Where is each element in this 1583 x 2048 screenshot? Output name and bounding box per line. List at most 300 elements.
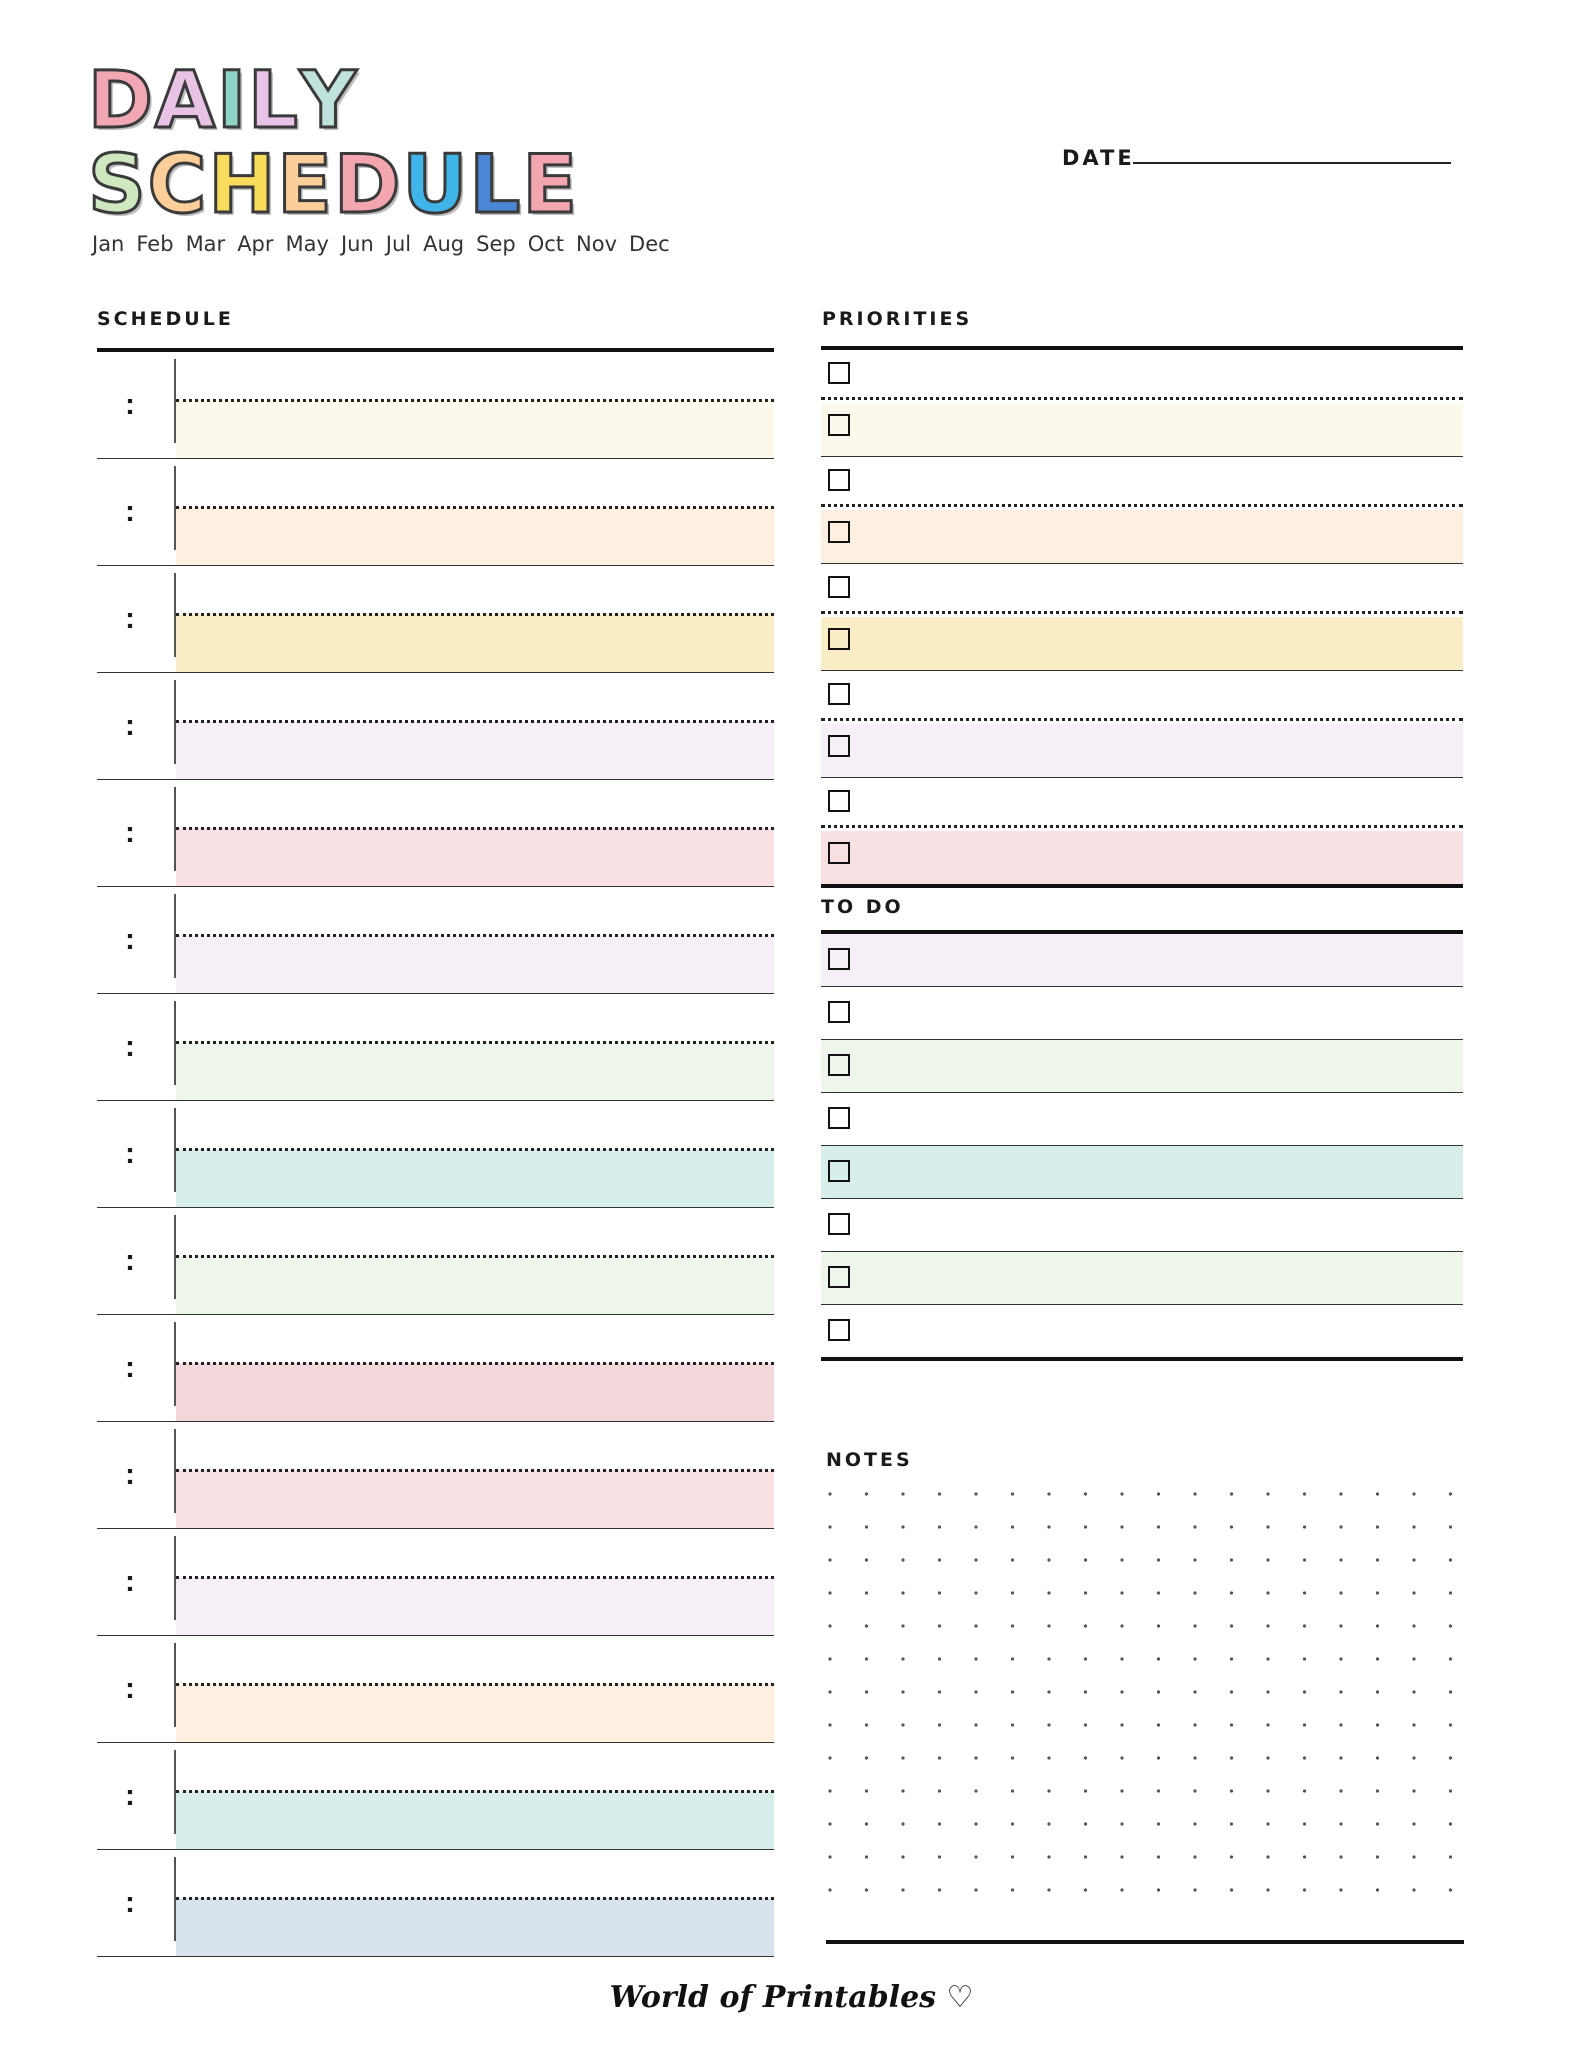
schedule-row-divider: [176, 1683, 774, 1686]
notes-dot: [1193, 1789, 1196, 1792]
notes-dot: [938, 1855, 941, 1858]
notes-dot: [1230, 1657, 1233, 1660]
schedule-time-slot[interactable]: :: [125, 602, 135, 635]
notes-dot: [828, 1591, 831, 1594]
notes-dot: [1266, 1624, 1269, 1627]
schedule-row-divider: [176, 1790, 774, 1793]
notes-dot: [1047, 1492, 1050, 1495]
notes-dot: [901, 1492, 904, 1495]
schedule-time-slot[interactable]: :: [125, 388, 135, 421]
notes-dot: [1449, 1558, 1452, 1561]
schedule-row-fill: [176, 400, 774, 458]
notes-dot: [1084, 1723, 1087, 1726]
priority-row-fill: [821, 831, 1463, 884]
notes-dot: [865, 1657, 868, 1660]
notes-dot: [1339, 1855, 1342, 1858]
notes-dot: [1084, 1690, 1087, 1693]
todo-checkbox[interactable]: [828, 1107, 850, 1129]
priority-checkbox[interactable]: [828, 628, 850, 650]
notes-dot: [1193, 1855, 1196, 1858]
notes-dot: [1157, 1822, 1160, 1825]
notes-dot: [1339, 1624, 1342, 1627]
notes-heading: NOTES: [826, 1449, 913, 1471]
month-jul[interactable]: Jul: [385, 232, 412, 256]
notes-dot: [1376, 1855, 1379, 1858]
notes-dot: [1266, 1723, 1269, 1726]
schedule-time-divider: [174, 1643, 176, 1727]
notes-dot: [1339, 1822, 1342, 1825]
notes-dot: [974, 1492, 977, 1495]
schedule-time-divider: [174, 1429, 176, 1513]
notes-dot: [901, 1888, 904, 1891]
notes-dot: [1120, 1723, 1123, 1726]
notes-dot: [1339, 1690, 1342, 1693]
schedule-letter: E: [522, 138, 579, 231]
notes-dot: [1193, 1525, 1196, 1528]
schedule-row-fill: [176, 1577, 774, 1635]
notes-dot: [865, 1789, 868, 1792]
todo-checkbox[interactable]: [828, 1319, 850, 1341]
notes-dot: [1339, 1756, 1342, 1759]
notes-dot: [1011, 1855, 1014, 1858]
priority-checkbox[interactable]: [828, 362, 850, 384]
priority-group: [821, 350, 1463, 457]
notes-dot: [1120, 1888, 1123, 1891]
schedule-time-divider: [174, 1108, 176, 1192]
month-apr[interactable]: Apr: [237, 232, 274, 256]
notes-dot: [1193, 1624, 1196, 1627]
priority-checkbox[interactable]: [828, 469, 850, 491]
notes-dot: [1120, 1558, 1123, 1561]
notes-dot: [828, 1822, 831, 1825]
priority-checkbox[interactable]: [828, 735, 850, 757]
month-oct[interactable]: Oct: [527, 232, 565, 256]
schedule-time-slot[interactable]: :: [125, 1351, 135, 1384]
notes-dot: [1120, 1591, 1123, 1594]
priority-checkbox[interactable]: [828, 842, 850, 864]
notes-dot: [1120, 1657, 1123, 1660]
month-selector: [92, 232, 682, 256]
notes-dot: [1449, 1690, 1452, 1693]
notes-dot: [1193, 1690, 1196, 1693]
notes-dot: [1376, 1591, 1379, 1594]
schedule-row[interactable]: [97, 1208, 774, 1315]
notes-dot: [1303, 1492, 1306, 1495]
notes-dot: [1011, 1558, 1014, 1561]
notes-dot: [1339, 1525, 1342, 1528]
notes-dot: [1230, 1525, 1233, 1528]
notes-dot: [1339, 1723, 1342, 1726]
notes-dot: [1266, 1789, 1269, 1792]
schedule-row-fill: [176, 1470, 774, 1528]
schedule-row[interactable]: [97, 1422, 774, 1529]
daily-letter: D: [88, 56, 155, 146]
notes-dot: [1376, 1756, 1379, 1759]
notes-dot: [1120, 1822, 1123, 1825]
todo-row[interactable]: [821, 1040, 1463, 1093]
notes-dot: [865, 1624, 868, 1627]
notes-dot: [1011, 1822, 1014, 1825]
notes-dot: [901, 1855, 904, 1858]
todo-checkbox[interactable]: [828, 1160, 850, 1182]
notes-dot: [1157, 1690, 1160, 1693]
notes-dot: [828, 1690, 831, 1693]
schedule-row[interactable]: [97, 352, 774, 459]
priority-row-fill: [821, 617, 1463, 670]
notes-dot: [1193, 1723, 1196, 1726]
schedule-time-divider: [174, 787, 176, 871]
priority-row-divider: [821, 611, 1463, 614]
month-nov[interactable]: Nov: [576, 232, 618, 256]
schedule-row[interactable]: [97, 1529, 774, 1636]
priority-row-fill: [821, 510, 1463, 563]
notes-dot: [1230, 1591, 1233, 1594]
todo-row[interactable]: [821, 1199, 1463, 1252]
schedule-time-divider: [174, 1536, 176, 1620]
notes-dot: [1084, 1888, 1087, 1891]
notes-dot: [1230, 1690, 1233, 1693]
notes-dot: [901, 1525, 904, 1528]
schedule-row[interactable]: [97, 887, 774, 994]
schedule-time-divider: [174, 1001, 176, 1085]
notes-dot: [1157, 1492, 1160, 1495]
notes-dot: [1084, 1789, 1087, 1792]
month-dec[interactable]: Dec: [629, 232, 670, 256]
notes-dot: [974, 1657, 977, 1660]
schedule-row-divider: [176, 613, 774, 616]
notes-dot: [1047, 1624, 1050, 1627]
todo-checkbox[interactable]: [828, 948, 850, 970]
notes-dot: [1193, 1756, 1196, 1759]
brand-logo: World of Printables ♡: [609, 1980, 974, 2015]
schedule-time-slot[interactable]: :: [125, 1244, 135, 1277]
notes-dot: [1376, 1624, 1379, 1627]
notes-dot: [938, 1624, 941, 1627]
notes-dot: [1157, 1624, 1160, 1627]
priority-checkbox[interactable]: [828, 790, 850, 812]
notes-dot: [865, 1690, 868, 1693]
schedule-row-fill: [176, 935, 774, 993]
notes-dot: [865, 1756, 868, 1759]
notes-dot: [1011, 1591, 1014, 1594]
schedule-row[interactable]: [97, 1636, 774, 1743]
schedule-row[interactable]: [97, 780, 774, 887]
priority-checkbox[interactable]: [828, 414, 850, 436]
notes-dot: [1449, 1789, 1452, 1792]
notes-dot: [938, 1558, 941, 1561]
schedule-list: [97, 348, 774, 1957]
notes-dot: [1011, 1723, 1014, 1726]
schedule-row[interactable]: [97, 459, 774, 566]
schedule-time-divider: [174, 1215, 176, 1299]
month-jan[interactable]: Jan: [92, 232, 125, 256]
notes-dot: [938, 1690, 941, 1693]
notes-dot: [1266, 1591, 1269, 1594]
notes-dot: [1084, 1822, 1087, 1825]
priority-row-divider: [821, 825, 1463, 828]
notes-dot: [974, 1591, 977, 1594]
priority-row-fill: [821, 724, 1463, 777]
priority-row-divider: [821, 504, 1463, 507]
schedule-row-divider: [176, 1255, 774, 1258]
notes-dot: [828, 1789, 831, 1792]
schedule-row-divider: [176, 1469, 774, 1472]
notes-dot: [1303, 1558, 1306, 1561]
daily-letter: A: [154, 56, 218, 146]
schedule-time-divider: [174, 466, 176, 550]
schedule-row-fill: [176, 1791, 774, 1849]
notes-dot: [865, 1525, 868, 1528]
notes-dot: [1230, 1756, 1233, 1759]
notes-dot: [1047, 1591, 1050, 1594]
notes-dot: [1412, 1657, 1415, 1660]
todo-row[interactable]: [821, 1146, 1463, 1199]
schedule-letter: D: [333, 138, 403, 231]
notes-dot: [938, 1492, 941, 1495]
notes-dot: [1011, 1789, 1014, 1792]
notes-dot: [901, 1657, 904, 1660]
notes-dot: [828, 1855, 831, 1858]
notes-dot: [938, 1723, 941, 1726]
todo-row[interactable]: [821, 987, 1463, 1040]
notes-dot: [1303, 1822, 1306, 1825]
notes-dot: [1303, 1888, 1306, 1891]
schedule-time-slot[interactable]: :: [125, 1779, 135, 1812]
notes-dot: [1339, 1789, 1342, 1792]
priority-group: [821, 778, 1463, 884]
schedule-time-slot[interactable]: :: [125, 1458, 135, 1491]
priority-group: [821, 671, 1463, 778]
notes-dot: [1266, 1525, 1269, 1528]
todo-checkbox[interactable]: [828, 1054, 850, 1076]
date-label: DATE: [1062, 146, 1135, 170]
notes-dot: [974, 1822, 977, 1825]
notes-dot: [1303, 1624, 1306, 1627]
notes-dot: [1449, 1492, 1452, 1495]
notes-dot: [1339, 1888, 1342, 1891]
notes-dot: [828, 1492, 831, 1495]
notes-dot: [938, 1525, 941, 1528]
todo-row[interactable]: [821, 1305, 1463, 1357]
notes-dot: [1193, 1558, 1196, 1561]
todo-row[interactable]: [821, 1252, 1463, 1305]
notes-dot: [1376, 1690, 1379, 1693]
notes-dot: [1084, 1525, 1087, 1528]
notes-dot: [1084, 1492, 1087, 1495]
month-aug[interactable]: Aug: [423, 232, 465, 256]
schedule-row-fill: [176, 614, 774, 672]
notes-dot: [1376, 1657, 1379, 1660]
notes-dot: [1047, 1822, 1050, 1825]
notes-dot: [1376, 1723, 1379, 1726]
notes-dot: [1412, 1591, 1415, 1594]
notes-dot: [1412, 1756, 1415, 1759]
notes-dot: [1193, 1822, 1196, 1825]
schedule-row-divider: [176, 934, 774, 937]
notes-dot: [938, 1888, 941, 1891]
priority-row-divider: [821, 397, 1463, 400]
notes-dot: [1266, 1855, 1269, 1858]
notes-dot: [828, 1888, 831, 1891]
notes-bottom-rule: [826, 1940, 1464, 1944]
notes-dot: [1047, 1723, 1050, 1726]
todo-checkbox[interactable]: [828, 1266, 850, 1288]
notes-dot: [1412, 1492, 1415, 1495]
notes-dot: [1412, 1690, 1415, 1693]
notes-dot: [901, 1690, 904, 1693]
notes-dot: [1120, 1624, 1123, 1627]
schedule-row[interactable]: [97, 1101, 774, 1208]
schedule-time-slot[interactable]: :: [125, 923, 135, 956]
notes-dot: [1084, 1756, 1087, 1759]
schedule-row[interactable]: [97, 673, 774, 780]
schedule-row-fill: [176, 1042, 774, 1100]
notes-dot: [1303, 1789, 1306, 1792]
notes-dot: [1303, 1690, 1306, 1693]
month-sep[interactable]: Sep: [476, 232, 516, 256]
notes-dot: [1157, 1723, 1160, 1726]
notes-dot: [1120, 1855, 1123, 1858]
schedule-row-divider: [176, 1041, 774, 1044]
notes-dot: [1266, 1888, 1269, 1891]
notes-dot: [1120, 1756, 1123, 1759]
notes-dot: [1157, 1888, 1160, 1891]
schedule-row[interactable]: [97, 566, 774, 673]
notes-dot: [1303, 1591, 1306, 1594]
notes-dot: [1157, 1756, 1160, 1759]
notes-dot: [1412, 1888, 1415, 1891]
title-schedule: [88, 138, 579, 231]
notes-dot: [1449, 1624, 1452, 1627]
schedule-row[interactable]: [97, 1850, 774, 1957]
schedule-letter: C: [147, 138, 209, 231]
notes-dot: [974, 1525, 977, 1528]
priority-group: [821, 457, 1463, 564]
notes-dot: [1084, 1624, 1087, 1627]
notes-dot: [828, 1525, 831, 1528]
notes-dot: [901, 1624, 904, 1627]
priority-checkbox[interactable]: [828, 576, 850, 598]
notes-dot: [828, 1756, 831, 1759]
daily-letter: I: [217, 56, 249, 146]
notes-dot: [901, 1558, 904, 1561]
todo-list: [821, 930, 1463, 1361]
notes-dot: [1230, 1624, 1233, 1627]
schedule-time-slot[interactable]: :: [125, 1886, 135, 1919]
schedule-time-slot[interactable]: :: [125, 495, 135, 528]
schedule-row-fill: [176, 1149, 774, 1207]
month-may[interactable]: May: [285, 232, 329, 256]
notes-dot: [1449, 1591, 1452, 1594]
notes-dot: [901, 1723, 904, 1726]
notes-dot: [1412, 1822, 1415, 1825]
schedule-time-slot[interactable]: :: [125, 1672, 135, 1705]
notes-dot: [1376, 1822, 1379, 1825]
notes-dot: [1047, 1888, 1050, 1891]
notes-dot: [1449, 1723, 1452, 1726]
notes-dot: [1303, 1525, 1306, 1528]
notes-dot: [865, 1492, 868, 1495]
notes-dot: [1376, 1558, 1379, 1561]
notes-dot: [1266, 1558, 1269, 1561]
notes-dot: [974, 1756, 977, 1759]
notes-dot: [1230, 1888, 1233, 1891]
notes-dot: [865, 1855, 868, 1858]
title-daily: [88, 56, 359, 146]
notes-dot: [1047, 1756, 1050, 1759]
schedule-row-divider: [176, 1362, 774, 1365]
notes-dot: [1047, 1855, 1050, 1858]
schedule-row-divider: [176, 827, 774, 830]
date-field[interactable]: [1133, 162, 1451, 164]
schedule-row-fill: [176, 828, 774, 886]
notes-dot: [1412, 1789, 1415, 1792]
notes-dot: [1047, 1558, 1050, 1561]
notes-dot: [865, 1822, 868, 1825]
notes-dot: [1449, 1525, 1452, 1528]
todo-checkbox[interactable]: [828, 1001, 850, 1023]
schedule-time-slot[interactable]: :: [125, 1137, 135, 1170]
notes-dot: [974, 1789, 977, 1792]
notes-dot: [1011, 1492, 1014, 1495]
schedule-time-slot[interactable]: :: [125, 1565, 135, 1598]
notes-dot-grid[interactable]: [826, 1490, 1466, 1920]
schedule-time-slot[interactable]: :: [125, 709, 135, 742]
notes-dot: [1339, 1591, 1342, 1594]
notes-dot: [1339, 1558, 1342, 1561]
notes-dot: [1011, 1888, 1014, 1891]
schedule-time-divider: [174, 894, 176, 978]
priority-checkbox[interactable]: [828, 521, 850, 543]
schedule-time-slot[interactable]: :: [125, 816, 135, 849]
month-mar[interactable]: Mar: [185, 232, 226, 256]
notes-dot: [901, 1591, 904, 1594]
todo-checkbox[interactable]: [828, 1213, 850, 1235]
schedule-time-divider: [174, 680, 176, 764]
notes-dot: [1047, 1657, 1050, 1660]
notes-dot: [1084, 1855, 1087, 1858]
notes-dot: [1230, 1558, 1233, 1561]
schedule-letter: E: [277, 138, 334, 231]
todo-row[interactable]: [821, 934, 1463, 987]
notes-dot: [865, 1558, 868, 1561]
priorities-list: [821, 346, 1463, 888]
notes-dot: [1230, 1492, 1233, 1495]
notes-dot: [1376, 1492, 1379, 1495]
schedule-row-divider: [176, 720, 774, 723]
priority-checkbox[interactable]: [828, 683, 850, 705]
month-jun[interactable]: Jun: [340, 232, 374, 256]
notes-dot: [1376, 1525, 1379, 1528]
notes-dot: [938, 1789, 941, 1792]
schedule-letter: S: [88, 138, 148, 231]
notes-dot: [901, 1822, 904, 1825]
schedule-row[interactable]: [97, 994, 774, 1101]
notes-dot: [1120, 1525, 1123, 1528]
notes-dot: [938, 1756, 941, 1759]
schedule-row[interactable]: [97, 1743, 774, 1850]
schedule-row[interactable]: [97, 1315, 774, 1422]
month-feb[interactable]: Feb: [136, 232, 174, 256]
notes-dot: [828, 1558, 831, 1561]
todo-heading: TO DO: [821, 896, 904, 918]
notes-dot: [1449, 1756, 1452, 1759]
notes-dot: [1412, 1525, 1415, 1528]
schedule-time-slot[interactable]: :: [125, 1030, 135, 1063]
schedule-row-fill: [176, 1898, 774, 1956]
todo-row[interactable]: [821, 1093, 1463, 1146]
notes-dot: [1047, 1789, 1050, 1792]
